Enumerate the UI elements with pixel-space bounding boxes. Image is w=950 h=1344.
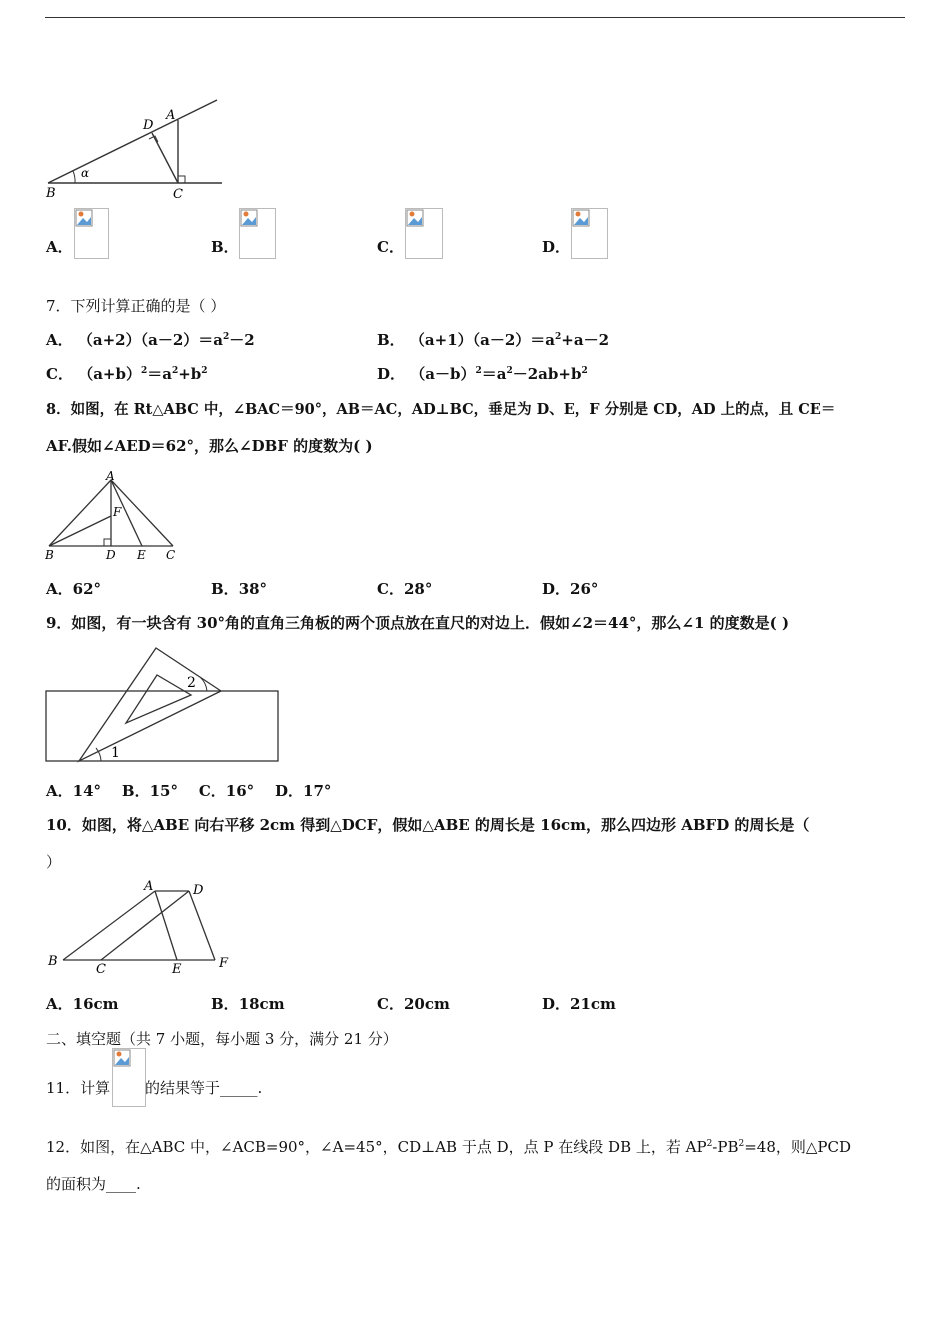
q8-label-C: C (166, 548, 176, 562)
q10-option-a: A．16cm (46, 995, 119, 1013)
q8-label-E: E (137, 548, 146, 562)
q8-option-c: C．28° (377, 580, 433, 598)
q10-label-B: B (48, 954, 58, 969)
q7-option-c-expr: $(a+b)^2=a^2+b^2$ (78, 365, 208, 383)
q10-option-b: B．18cm (211, 995, 285, 1013)
section-heading: 二、填空题（共 7 小题，每小题 3 分，满分 21 分） (46, 1030, 398, 1048)
q7-option-d-label: D． (377, 365, 406, 383)
q12-stem-line1: 12．如图，在△ABC 中，∠ACB=90°，∠A=45°，CD⊥AB 于点 D，点 P 在线段 DB 上，若 $AP^2-PB^2=48$，则△PCD (46, 1138, 852, 1156)
q6-label-D: D (143, 118, 154, 133)
q10-label-E: E (172, 962, 182, 976)
q7-option-c-label: C． (46, 365, 73, 383)
q8-stem-line1: 8．如图，在 Rt△ABC 中，∠BAC＝90°，AB＝AC，AD⊥BC，垂足为 D、E，F 分别是 CD，AD 上的点，且 CE＝ (46, 401, 836, 418)
q9-figure (44, 645, 282, 767)
q6-option-d-image (571, 208, 608, 259)
broken-image-icon (240, 209, 258, 227)
q6-option-a-label: A． (46, 238, 73, 256)
q6-label-C: C (173, 187, 183, 202)
q6-option-c-label: C． (377, 238, 404, 256)
q9-options: A．14° B．15° C．16° D．17° (46, 782, 332, 800)
q10-label-A: A (144, 879, 154, 894)
broken-image-icon (572, 209, 590, 227)
q6-label-A: A (166, 108, 176, 123)
q7-stem: 7．下列计算正确的是（ ） (46, 297, 226, 315)
q10-option-c: C．20cm (377, 995, 450, 1013)
q10-stem-line2: ） (46, 853, 62, 871)
q10-label-D: D (193, 883, 204, 898)
q6-option-d-label: D． (542, 238, 571, 256)
q11-post: 的结果等于_____. (145, 1079, 263, 1097)
q12-stem-line2: 的面积为____. (46, 1175, 141, 1193)
q8-option-b: B．38° (211, 580, 268, 598)
q6-option-c-image (405, 208, 443, 259)
q8-stem-line2: AF.假如∠AED＝62°，那么∠DBF 的度数为( ) (46, 437, 373, 455)
q6-option-b-label: B． (211, 238, 239, 256)
q11-pre: 11．计算 (46, 1079, 111, 1097)
q8-figure (45, 470, 180, 562)
q7-option-a-label: A． (46, 331, 73, 349)
q10-option-d: D．21cm (542, 995, 616, 1013)
q6-option-b-image (239, 208, 276, 259)
q7-option-b-expr: $(a+1)(a-2)=a^2+a-2$ (409, 331, 610, 349)
q9-label-2: 2 (187, 675, 196, 691)
broken-image-icon (406, 209, 424, 227)
q7-option-d-expr: $(a-b)^2=a^2-2ab+b^2$ (410, 365, 588, 383)
q6-option-a-image (74, 208, 109, 259)
q10-stem-line1: 10．如图，将△ABE 向右平移 2cm 得到△DCF，假如△ABE 的周长是 16cm，那么四边形 ABFD 的周长是（ (46, 816, 810, 834)
q7-option-b-label: B． (377, 331, 405, 349)
q8-label-B: B (45, 548, 54, 562)
q8-option-a: A．62° (46, 580, 102, 598)
q6-label-alpha: α (81, 166, 90, 180)
q6-figure (45, 97, 225, 202)
q8-label-D: D (106, 548, 116, 562)
q9-stem: 9．如图，有一块含有 30°角的直角三角板的两个顶点放在直尺的对边上．假如∠2＝44°，那么∠1 的度数是( ) (46, 614, 790, 632)
q7-option-a (46, 329, 255, 350)
q7-option-a-expr: $(a+2)(a-2)=a^2-2$ (77, 331, 255, 349)
q10-label-F: F (219, 956, 229, 971)
header-rule (45, 17, 905, 18)
q8-label-A: A (106, 470, 115, 483)
q7-option-b (377, 329, 609, 350)
q7-option-c (46, 363, 208, 384)
q6-label-B: B (46, 186, 56, 201)
q9-label-1: 1 (111, 745, 120, 761)
broken-image-icon (75, 209, 93, 227)
q11-formula-image (112, 1048, 146, 1107)
broken-image-icon (113, 1049, 131, 1067)
q8-option-d: D．26° (542, 580, 599, 598)
q10-figure (45, 876, 235, 976)
q8-label-F: F (113, 505, 122, 519)
q7-option-d (377, 363, 588, 384)
q10-label-C: C (96, 962, 106, 976)
